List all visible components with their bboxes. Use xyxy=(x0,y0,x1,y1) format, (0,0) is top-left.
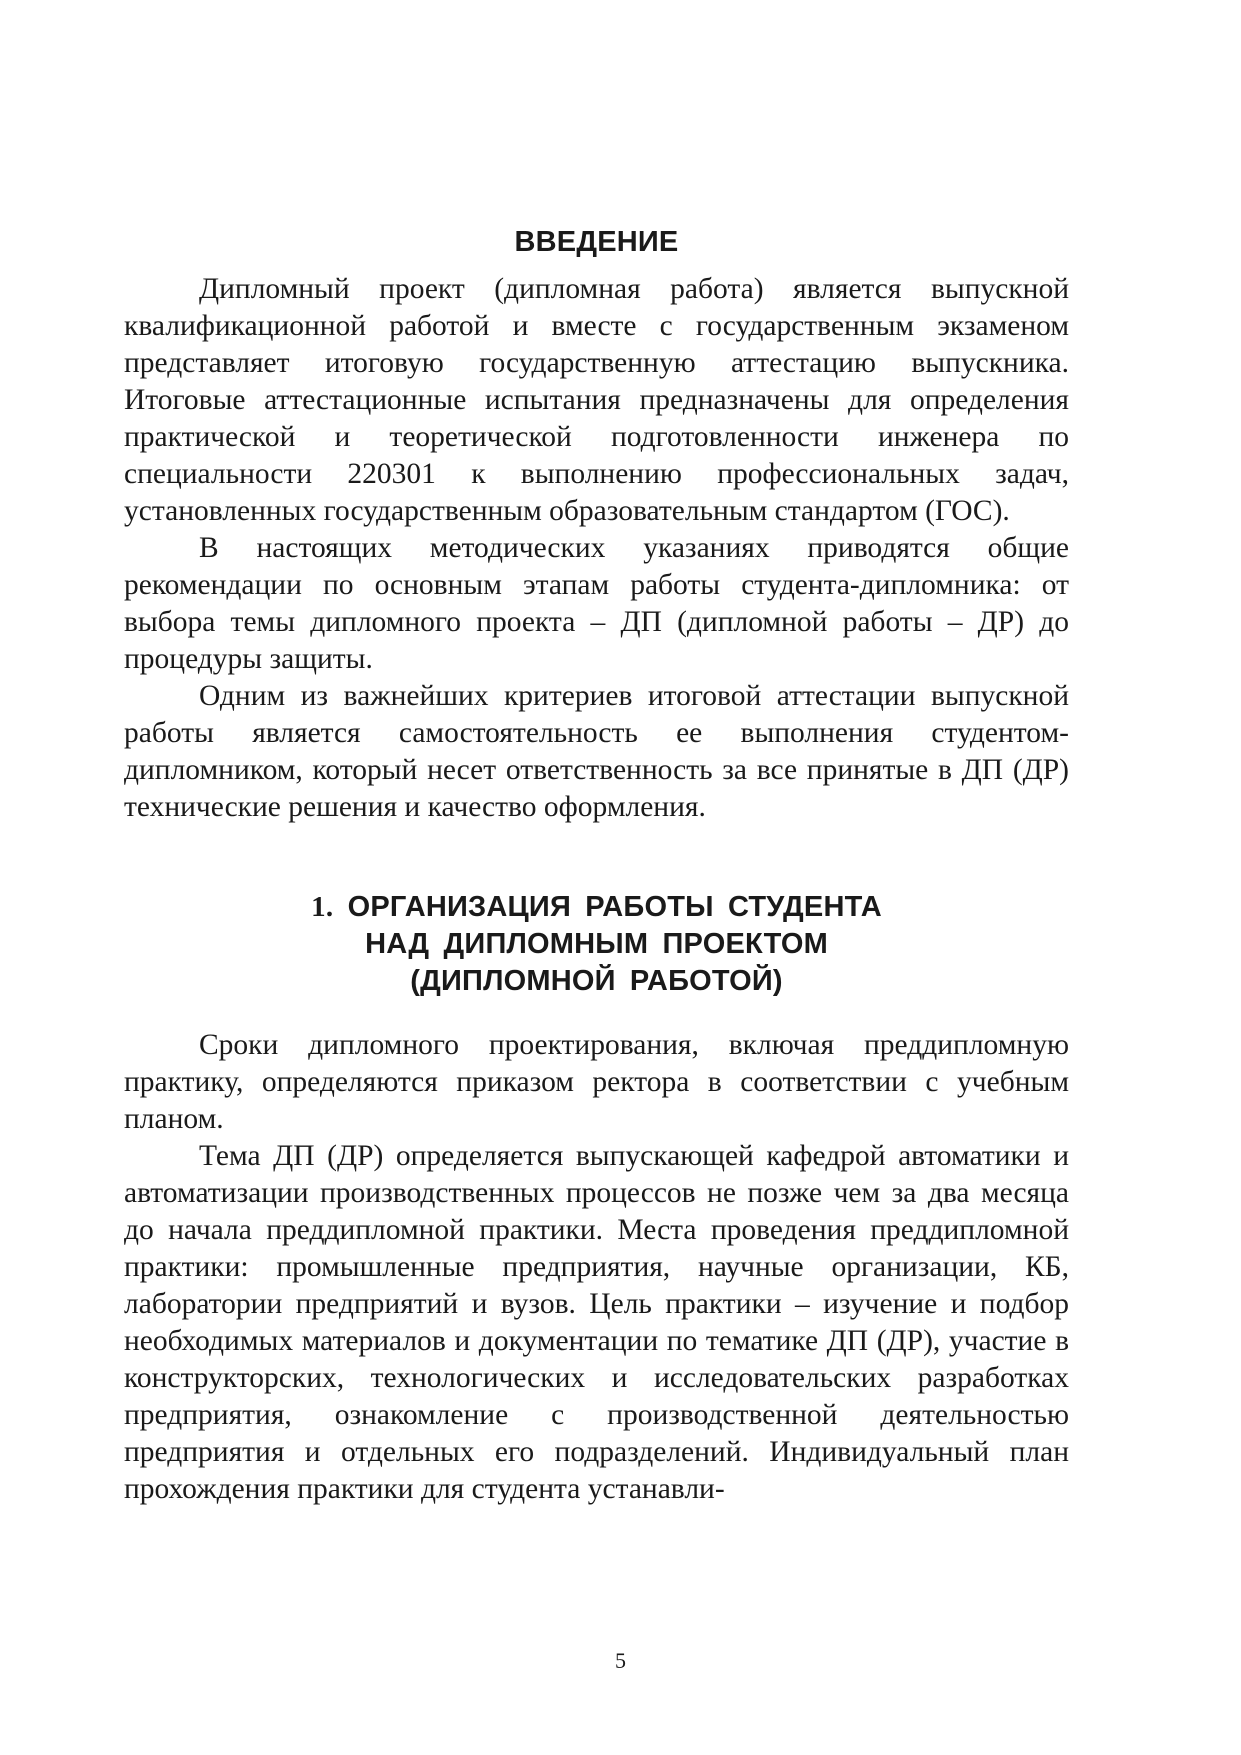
intro-title: ВВЕДЕНИЕ xyxy=(514,226,679,258)
section-1-heading xyxy=(124,889,1069,1000)
intro-paragraph-2: В настоящих методических указаниях приводятся общие рекомендации по основным этапам работы студента-дипломника: от выбора темы дипломного проекта – ДП (дипломной работы – ДР) до процедуры защиты. xyxy=(124,532,1069,675)
section-1-title-line-3: (ДИПЛОМНОЙ РАБОТОЙ) xyxy=(410,965,783,997)
intro-paragraph-3: Одним из важнейших критериев итоговой аттестации выпускной работы является самостоятельность ее выполнения студентом-дипломником, который несет ответственность за все принятые в ДП (ДР) технические решения и качество оформления. xyxy=(124,680,1069,823)
intro-section xyxy=(124,224,1069,826)
section-1-heading-line-1 xyxy=(124,889,1069,926)
section-1-number: 1. xyxy=(311,891,334,923)
section-1-paragraph-1: Сроки дипломного проектирования, включая преддипломную практику, определяются приказом ректора в соответствии с учебным планом. xyxy=(124,1029,1069,1135)
intro-paragraph-1: Дипломный проект (дипломная работа) является выпускной квалификационной работой и вместе с государственным экзаменом представляет итоговую государственную аттестацию выпускника. Итоговые аттестационные испытания предназначены для определения практической и теоретической подготовленности инженера по специальности 220301 к выполнению профессиональных задач, установленных государственным образовательным стандартом (ГОС). xyxy=(124,273,1069,527)
section-1-title-line-2: НАД ДИПЛОМНЫМ ПРОЕКТОМ xyxy=(365,928,828,960)
intro-heading xyxy=(124,224,1069,261)
section-1 xyxy=(124,889,1069,1508)
section-1-title-line-1: ОРГАНИЗАЦИЯ РАБОТЫ СТУДЕНТА xyxy=(347,891,882,923)
section-1-paragraph-2: Тема ДП (ДР) определяется выпускающей кафедрой автоматики и автоматизации производственных процессов не позже чем за два месяца до начала преддипломной практики. Места проведения преддипломной практики: промышленные предприятия, научные организации, КБ, лаборатории предприятий и вузов. Цель практики – изучение и подбор необходимых материалов и документации по тематике ДП (ДР), участие в конструкторских, технологических и исследовательских разработках предприятия, ознакомление с производственной деятельностью предприятия и отдельных его подразделений. Индивидуальный план прохождения практики для студента устанавли- xyxy=(124,1140,1069,1505)
page-number: 5 xyxy=(615,1648,626,1673)
